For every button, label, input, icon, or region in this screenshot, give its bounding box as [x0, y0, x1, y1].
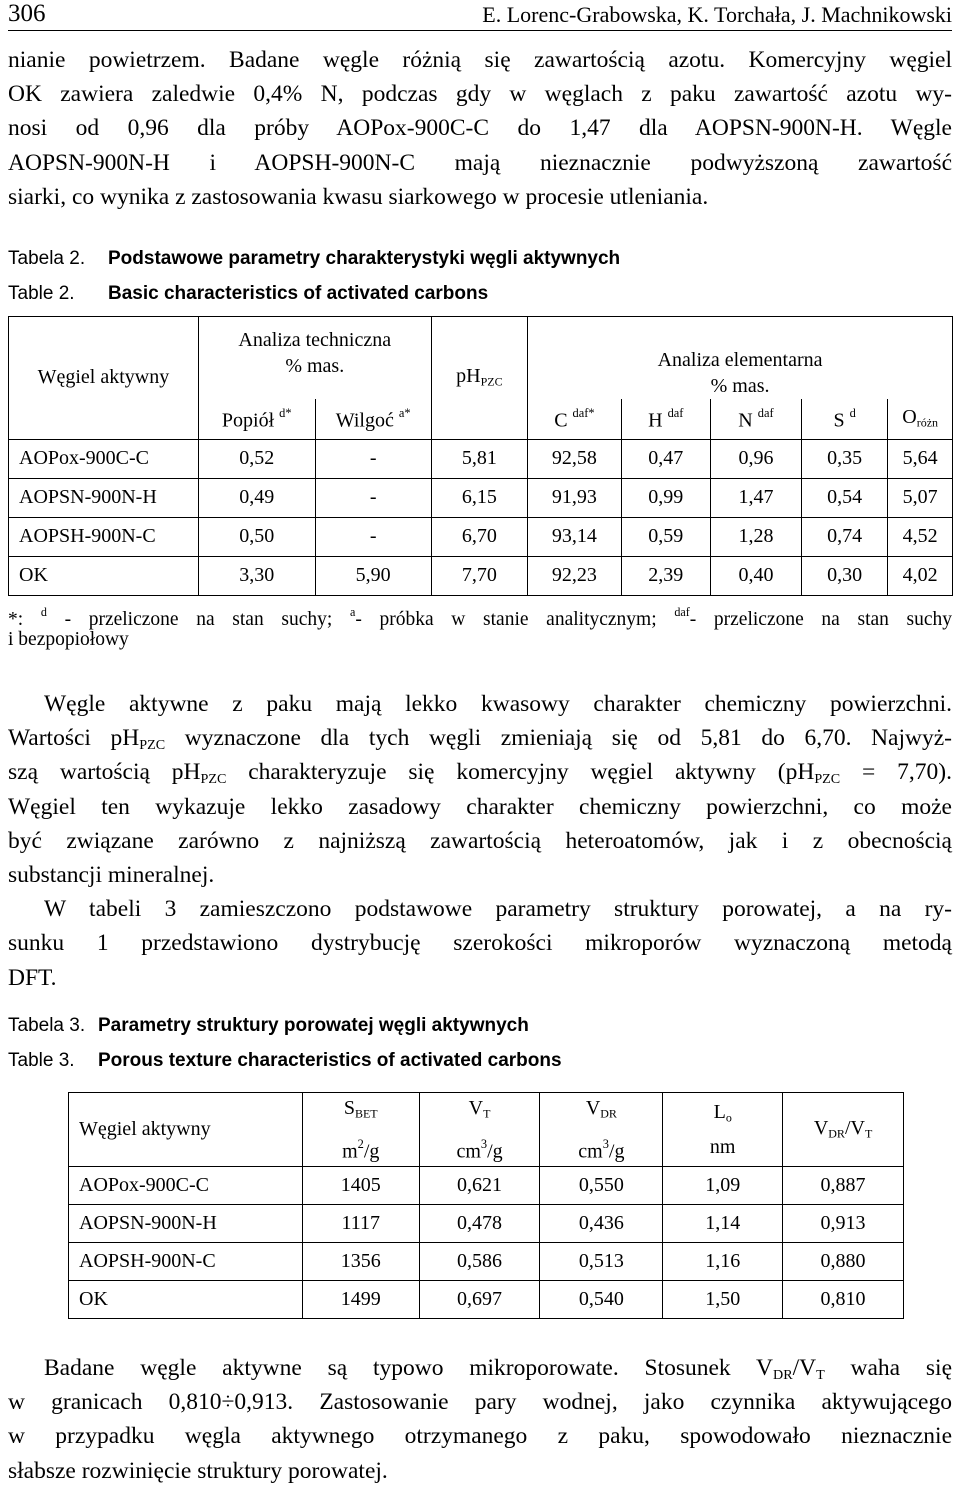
table-cell: 92,23 [528, 556, 622, 595]
table-cell: 6,70 [431, 517, 527, 556]
header-vdr: $V_{DR}$ $cm^3/g$ [540, 1093, 663, 1167]
table-cell: AOPSN-900N-H [69, 1204, 303, 1242]
paragraph-nitrogen-sulfur [8, 43, 952, 214]
header-c: C $^{daf*}$ [528, 399, 622, 439]
table-cell: 5,64 [888, 439, 953, 478]
table-cell: OK [9, 556, 199, 595]
table-row [69, 1280, 904, 1318]
footnote-line: i bezpopiołowy [8, 629, 129, 650]
table-cell: 1405 [302, 1166, 419, 1204]
header-moisture: Wilgoć $^{a*}$ [315, 399, 431, 439]
table-cell: 0,913 [783, 1204, 904, 1242]
text-line: nianie powietrzem. Badane węgle różnią się zawartością azotu. Komercyjny węgiel [8, 47, 952, 73]
table-cell: 1,16 [663, 1242, 783, 1280]
table-cell: 0,887 [783, 1166, 904, 1204]
table-cell: 93,14 [528, 517, 622, 556]
table-cell: 1499 [302, 1280, 419, 1318]
table-cell: 0,54 [802, 478, 888, 517]
table-cell: 1356 [302, 1242, 419, 1280]
text-line: szą wartością $pH_{PZC}$ charakteryzuje się komercyjny węgiel aktywny $(pH_{PZC} = 7,70)$. [8, 759, 952, 788]
text-line: siarki, co wynika z zastosowania kwasu siarkowego w procesie utleniania. [8, 183, 709, 210]
table-cell: AOPox-900C-C [69, 1166, 303, 1204]
table-cell: AOPSN-900N-H [9, 478, 199, 517]
table-cell: 91,93 [528, 478, 622, 517]
table-cell: 5,07 [888, 478, 953, 517]
table-cell: OK [69, 1280, 303, 1318]
header-n: N $^{daf}$ [710, 399, 801, 439]
table-cell: 0,35 [802, 439, 888, 478]
table-cell: - [315, 517, 431, 556]
text-line: substancji mineralnej. [8, 861, 215, 888]
table-cell: 4,02 [888, 556, 953, 595]
table-cell: 2,39 [621, 556, 710, 595]
table-cell: 0,513 [540, 1242, 663, 1280]
caption-text: Porous texture characteristics of activated carbons [98, 1050, 562, 1071]
table-cell: 3,30 [198, 556, 315, 595]
table-cell: 0,478 [419, 1204, 540, 1242]
footnote-line: *: $^d$ - przeliczone na stan suchy; $^a$- próbka w stanie analitycznym; $^{daf}$- przeliczone na stan suchy [8, 605, 953, 631]
header-text: Analiza elementarna [657, 349, 823, 371]
running-header-authors: E. Lorenc-Grabowska, K. Torchała, J. Machnikowski [482, 2, 952, 27]
table-cell: AOPSH-900N-C [9, 517, 199, 556]
table2-footnote [8, 598, 952, 654]
header-h: H $^{daf}$ [621, 399, 710, 439]
table-cell: 0,50 [198, 517, 315, 556]
table-row [69, 1166, 904, 1204]
table2-basic-characteristics [8, 316, 953, 596]
paragraph-microporous [8, 1351, 952, 1488]
table-row [9, 517, 953, 556]
table-row [69, 1204, 904, 1242]
text-line: Węgiel ten wykazuje lekko zasadowy charakter chemiczny powierzchni, co może [8, 793, 952, 820]
table-cell: 0,52 [198, 439, 315, 478]
table-cell: 1117 [302, 1204, 419, 1242]
table-cell: 0,586 [419, 1242, 540, 1280]
table-cell: AOPSH-900N-C [69, 1242, 303, 1280]
table-cell: - [315, 478, 431, 517]
text-line: w granicach 0,810÷0,913. Zastosowanie pary wodnej, jako czynnika aktywującego [8, 1389, 952, 1416]
table-row [69, 1242, 904, 1280]
text-line: Wartości $pH_{PZC}$ wyznaczone dla tych węgli zmieniają się od 5,81 do 6,70. Najwyż- [8, 725, 952, 754]
table-row [9, 556, 953, 595]
text-line: słabsze rozwinięcie struktury porowatej. [8, 1457, 388, 1484]
text-line: Węgle aktywne z paku mają lekko kwasowy charakter chemiczny powierzchni. [44, 691, 952, 717]
header-rule [8, 30, 952, 31]
table-cell: 0,99 [621, 478, 710, 517]
text-line: W tabeli 3 zamieszczono podstawowe parametry struktury porowatej, a na ry- [44, 896, 952, 923]
header-elemental-analysis [528, 317, 953, 400]
header-sbet: $S_{BET}$ $m^2/g$ [302, 1093, 419, 1167]
table3-porous-texture [68, 1092, 904, 1319]
table-row [9, 439, 953, 478]
table-cell: 6,15 [431, 478, 527, 517]
table-cell: 0,49 [198, 478, 315, 517]
text-line: OK zawiera zaledwie 0,4% N, podczas gdy w węglach z paku zawartość azotu wy- [8, 81, 952, 108]
header-o: $O_{różn}$ [888, 399, 953, 439]
text-line: nosi od 0,96 dla próby AOPox-900C-C do 1,47 dla AOPSN-900N-H. Węgle [8, 115, 952, 142]
table-cell: 0,96 [710, 439, 801, 478]
table-cell: 0,47 [621, 439, 710, 478]
table-cell: AOPox-900C-C [9, 439, 199, 478]
table-cell: 1,50 [663, 1280, 783, 1318]
table-cell: 0,697 [419, 1280, 540, 1318]
header-ph: $pH_{PZC}$ [431, 317, 527, 440]
running-header [8, 0, 952, 34]
header-vt: $V_T$ $cm^3/g$ [419, 1093, 540, 1167]
header-lo: $L_o$ nm [663, 1093, 783, 1167]
table-cell: 0,59 [621, 517, 710, 556]
caption-text: Basic characteristics of activated carbons [108, 283, 489, 304]
text-line: w przypadku węgla aktywnego otrzymanego z paku, spowodowało nieznacznie [8, 1423, 952, 1450]
caption-label: Tabela 2. [8, 248, 86, 269]
text-line: AOPSN-900N-H i AOPSH-900N-C mają nieznacznie podwyższoną zawartość [8, 149, 952, 176]
table-cell: 0,810 [783, 1280, 904, 1318]
header-carbon: Węgiel aktywny [69, 1093, 303, 1167]
text-line: Badane węgle aktywne są typowo mikroporowate. Stosunek $V_{DR}/V_T$ waha się [44, 1355, 952, 1384]
table-cell: 5,81 [431, 439, 527, 478]
caption-label: Table 2. [8, 283, 75, 304]
table-cell: 1,14 [663, 1204, 783, 1242]
header-unit: % mas. [285, 355, 345, 377]
header-vdr-vt-ratio: $V_{DR}/V_T$ [783, 1093, 904, 1167]
table-cell: 1,09 [663, 1166, 783, 1204]
table-cell: 0,880 [783, 1242, 904, 1280]
table-row [9, 478, 953, 517]
table-cell: 0,621 [419, 1166, 540, 1204]
table-cell: 5,90 [315, 556, 431, 595]
header-carbon: Węgiel aktywny [9, 317, 199, 440]
table-cell: 0,74 [802, 517, 888, 556]
table-cell: 1,47 [710, 478, 801, 517]
header-s: S $^d$ [802, 399, 888, 439]
text-line: być związane zarówno z najniższą zawartością heteroatomów, jak i z obecnością [8, 827, 952, 854]
paragraph-ph-pzc [8, 687, 952, 995]
text-line: DFT. [8, 964, 57, 991]
table-cell: 0,436 [540, 1204, 663, 1242]
caption-text: Podstawowe parametry charakterystyki węgli aktywnych [108, 248, 621, 269]
page-number: 306 [8, 0, 46, 27]
table-cell: 0,550 [540, 1166, 663, 1204]
table-cell: 0,40 [710, 556, 801, 595]
text-line: sunku 1 przedstawiono dystrybucję szerokości mikroporów wyznaczoną metodą [8, 930, 952, 957]
caption-label: Table 3. [8, 1050, 75, 1071]
table-cell: 0,540 [540, 1280, 663, 1318]
table-cell: 0,30 [802, 556, 888, 595]
header-unit: % mas. [710, 375, 770, 397]
header-text: Analiza techniczna [238, 329, 392, 351]
header-ash: Popiół $^{d*}$ [198, 399, 315, 439]
table-cell: 7,70 [431, 556, 527, 595]
table-cell: 1,28 [710, 517, 801, 556]
header-technical-analysis [198, 317, 431, 400]
table-cell: - [315, 439, 431, 478]
table-cell: 92,58 [528, 439, 622, 478]
table-cell: 4,52 [888, 517, 953, 556]
caption-text: Parametry struktury porowatej węgli aktywnych [98, 1015, 529, 1036]
caption-label: Tabela 3. [8, 1015, 86, 1036]
